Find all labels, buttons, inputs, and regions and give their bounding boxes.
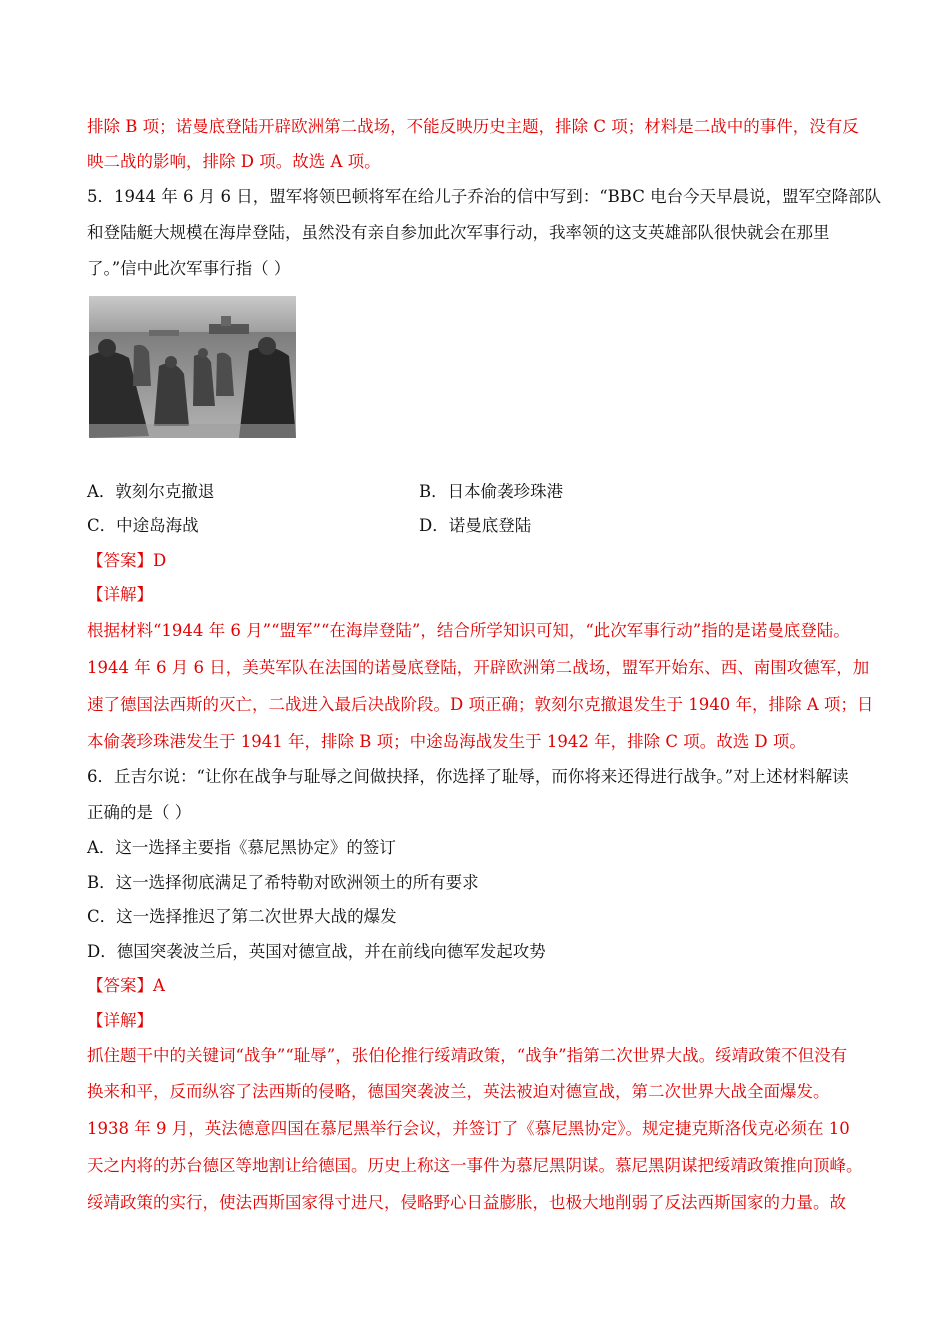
explanation-line: 1938 年 9 月，英法德意四国在慕尼黑举行会议，并签订了《慕尼黑协定》。规定捷克斯洛伐克必须在 10 [87, 1119, 850, 1138]
explanation-line: 天之内将的苏台德区等地割让给德国。历史上称这一事件为慕尼黑阴谋。慕尼黑阴谋把绥靖政策推向顶峰。 [87, 1156, 863, 1175]
explanation-line: 1944 年 6 月 6 日，美英军队在法国的诺曼底登陆，开辟欧洲第二战场，盟军开始东、西、南围攻德军，加 [87, 658, 870, 677]
explanation-line: 本偷袭珍珠港发生于 1941 年，排除 B 项；中途岛海战发生于 1942 年，排除 C 项。故选 D 项。 [87, 732, 806, 751]
explanation-line: 根据材料“1944 年 6 月”“盟军”“在海岸登陆”，结合所学知识可知，“此次军事行动”指的是诺曼底登陆。 [87, 621, 850, 640]
explanation-line: 绥靖政策的实行，使法西斯国家得寸进尺，侵略野心日益膨胀，也极大地削弱了反法西斯国家的力量。故 [87, 1193, 846, 1212]
question-5-stem: 和登陆艇大规模在海岸登陆，虽然没有亲自参加此次军事行动，我率领的这支英雄部队很快就会在那里 [87, 223, 830, 242]
explanation-heading: 【详解】 [87, 585, 153, 604]
question-6-stem: 正确的是（ ） [87, 803, 192, 822]
question-5-stem: 了。”信中此次军事行指（ ） [87, 259, 291, 278]
option-d: D．诺曼底登陆 [419, 516, 532, 535]
explanation-heading: 【详解】 [87, 1011, 153, 1030]
answer-label: 【答案】A [87, 976, 165, 995]
explanation-line: 映二战的影响，排除 D 项。故选 A 项。 [87, 152, 381, 171]
option-a: A．这一选择主要指《慕尼黑协定》的签订 [87, 838, 396, 857]
question-6-stem: 6．丘吉尔说：“让你在战争与耻辱之间做抉择，你选择了耻辱，而你将来还得进行战争。”对上述材料解读 [87, 767, 849, 786]
explanation-line: 换来和平，反而纵容了法西斯的侵略，德国突袭波兰，英法被迫对德宣战，第二次世界大战全面爆发。 [87, 1082, 830, 1101]
answer-label: 【答案】D [87, 551, 167, 570]
question-5-stem: 5．1944 年 6 月 6 日，盟军将领巴顿将军在给儿子乔治的信中写到：“BBC 电台今天早晨说，盟军空降部队 [87, 187, 882, 206]
option-c: C．这一选择推迟了第二次世界大战的爆发 [87, 907, 397, 926]
explanation-line: 排除 B 项；诺曼底登陆开辟欧洲第二战场，不能反映历史主题，排除 C 项；材料是二战中的事件，没有反 [87, 117, 859, 136]
option-b: B．日本偷袭珍珠港 [419, 482, 564, 501]
explanation-line: 速了德国法西斯的灭亡，二战进入最后决战阶段。D 项正确；敦刻尔克撤退发生于 1940 年，排除 A 项；日 [87, 695, 874, 714]
option-d: D．德国突袭波兰后，英国对德宣战，并在前线向德军发起攻势 [87, 942, 546, 961]
option-c: C．中途岛海战 [87, 516, 199, 535]
option-a: A．敦刻尔克撤退 [87, 482, 215, 501]
option-b: B．这一选择彻底满足了希特勒对欧洲领土的所有要求 [87, 873, 479, 892]
explanation-line: 抓住题干中的关键词“战争”“耻辱”，张伯伦推行绥靖政策，“战争”指第二次世界大战。绥靖政策不但没有 [87, 1046, 848, 1065]
normandy-landing-photo [89, 296, 296, 438]
